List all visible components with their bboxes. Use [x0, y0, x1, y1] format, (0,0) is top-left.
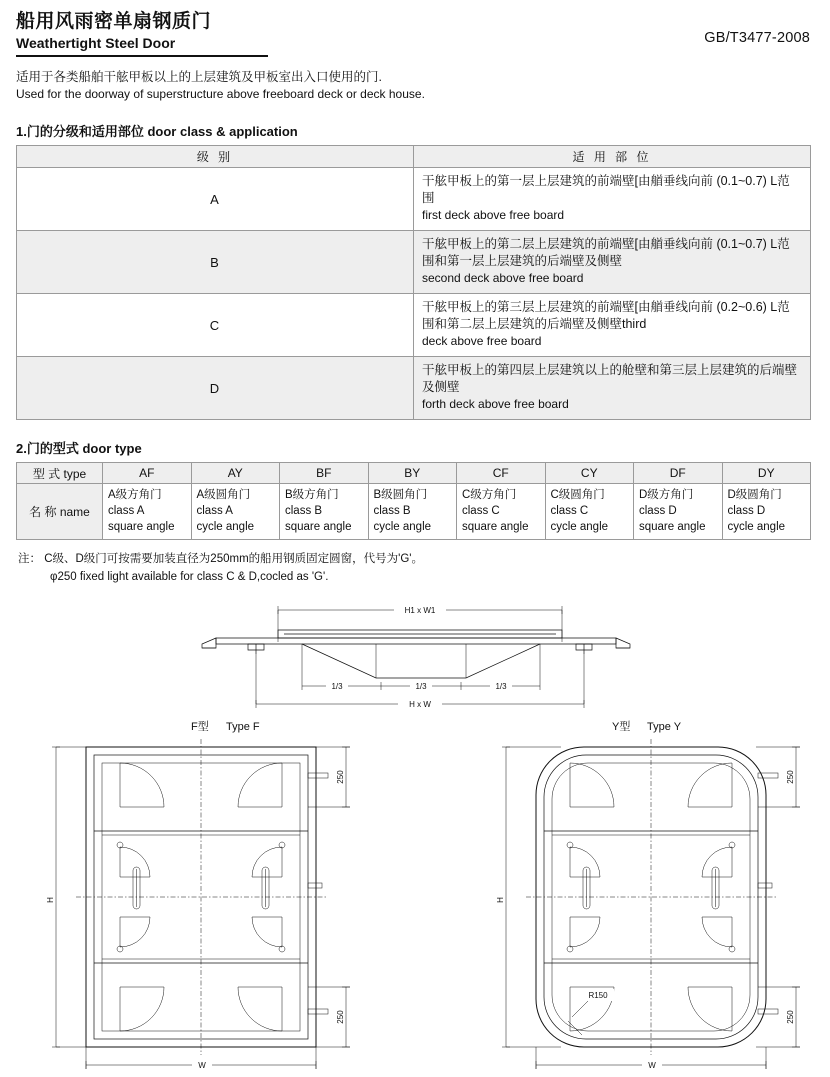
door-class-table	[16, 145, 811, 420]
intro-text-cn: 适用于各类船舶干舷甲板以上的上层建筑及甲板室出入口使用的门.	[16, 70, 382, 84]
cell-class: B	[17, 231, 414, 294]
dim-y-bottom-250: 250	[786, 1010, 795, 1024]
name-en2: cycle angle	[196, 521, 255, 533]
section2-number: 2.	[16, 441, 27, 456]
note-cn: 注： C级、D级门可按需要加装直径为250mm的船用钢质固定圆窗，代号为'G'。	[18, 553, 423, 565]
section1-title-cn: 门的分级和适用部位	[26, 124, 144, 139]
cell-application-cn: 干舷甲板上的第二层上层建筑的前端壁[由艏垂线向前 (0.1~0.7) L范围和第一层上层建筑的后端壁及侧壁	[422, 237, 790, 268]
page-title-cn: 船用风雨密单扇钢质门	[16, 11, 212, 32]
dim-y-width: W	[648, 1061, 656, 1070]
dim-f-top-250: 250	[336, 770, 345, 784]
name-cn: B级方角门	[285, 489, 339, 501]
cell-application-en: first deck above free board	[422, 208, 565, 222]
name-en1: class A	[108, 505, 145, 517]
cell-application-cn: 干舷甲板上的第一层上层建筑的前端壁[由艏垂线向前 (0.1~0.7) L范围	[422, 174, 790, 205]
name-cn: D级圆角门	[727, 489, 782, 501]
type-bf: BF	[280, 463, 369, 484]
drawings-block	[16, 592, 814, 1077]
dim-third-1: 1/3	[331, 682, 343, 691]
name-by	[368, 484, 457, 540]
table-row	[17, 231, 811, 294]
dim-y-top-250: 250	[786, 770, 795, 784]
table-row	[17, 357, 811, 420]
name-en1: class B	[373, 505, 411, 517]
name-en1: class B	[285, 505, 323, 517]
standard-code: GB/T3477-2008	[704, 30, 810, 46]
section2-title-en: door type	[82, 441, 142, 456]
row-label-type: 型 式 type	[17, 463, 103, 484]
dim-h1-w1: H1 x W1	[404, 606, 436, 615]
dim-f-width: W	[198, 1061, 206, 1070]
cell-application-cn: 干舷甲板上的第四层上层建筑以上的舱壁和第三层上层建筑的后端壁及侧壁	[422, 363, 798, 394]
type-ay: AY	[191, 463, 280, 484]
view-f-label-cn: F型	[191, 721, 209, 733]
section2-heading	[16, 438, 814, 457]
cell-application	[414, 294, 811, 357]
name-df	[634, 484, 723, 540]
name-cn: A级圆角门	[196, 489, 251, 501]
page-title-en: Weathertight Steel Door	[16, 35, 176, 51]
name-bf	[280, 484, 369, 540]
name-en2: square angle	[462, 521, 529, 533]
section1-title-en: door class & application	[147, 124, 298, 139]
section-view-drawing	[16, 592, 814, 717]
view-y-label-cn: Y型	[612, 721, 631, 733]
cell-application-cn: 干舷甲板上的第三层上层建筑的前端壁[由艏垂线向前 (0.2~0.6) L范围和第二层上层建筑的后端壁及侧壁third	[422, 300, 790, 331]
section1-number: 1.	[16, 124, 27, 139]
name-en1: class A	[196, 505, 233, 517]
type-dy: DY	[722, 463, 811, 484]
document-header	[16, 0, 814, 57]
cell-application-en: deck above free board	[422, 334, 542, 348]
name-cn: A级方角门	[108, 489, 162, 501]
cell-application	[414, 231, 811, 294]
name-en1: class D	[727, 505, 766, 517]
name-cn: C级圆角门	[550, 489, 605, 501]
name-ay	[191, 484, 280, 540]
view-f-label-en: Type F	[226, 721, 260, 733]
note-en: φ250 fixed light available for class C & D,cocled as 'G'.	[50, 571, 329, 583]
dim-h-w: H x W	[409, 700, 431, 709]
section1-heading	[16, 121, 814, 140]
table-row	[17, 484, 811, 540]
dim-y-radius: R150	[588, 991, 608, 1000]
type-df: DF	[634, 463, 723, 484]
name-cn: C级方角门	[462, 489, 517, 501]
dim-y-height: H	[496, 897, 505, 903]
intro-text-en: Used for the doorway of superstructure above freeboard deck or deck house.	[16, 87, 425, 101]
dim-third-2: 1/3	[415, 682, 427, 691]
name-en2: cycle angle	[550, 521, 609, 533]
name-en2: square angle	[639, 521, 706, 533]
name-cy	[545, 484, 634, 540]
dim-f-height: H	[46, 897, 55, 903]
title-divider	[16, 55, 268, 57]
cell-application-en: second deck above free board	[422, 271, 584, 285]
type-cy: CY	[545, 463, 634, 484]
name-af	[103, 484, 192, 540]
type-by: BY	[368, 463, 457, 484]
title-block	[16, 10, 268, 57]
cell-class: A	[17, 168, 414, 231]
intro-block	[16, 69, 814, 103]
name-en2: cycle angle	[727, 521, 786, 533]
table-row	[17, 294, 811, 357]
cell-application-en: forth deck above free board	[422, 397, 569, 411]
name-cn: D级方角门	[639, 489, 694, 501]
name-cf	[457, 484, 546, 540]
col-application: 适 用 部 位	[414, 146, 811, 168]
cell-application	[414, 168, 811, 231]
name-dy	[722, 484, 811, 540]
table-header-row	[17, 146, 811, 168]
view-y-label-en: Type Y	[647, 721, 682, 733]
name-en1: class C	[550, 505, 589, 517]
cell-application	[414, 357, 811, 420]
name-en2: cycle angle	[373, 521, 432, 533]
table-row	[17, 168, 811, 231]
cell-class: C	[17, 294, 414, 357]
name-en2: square angle	[285, 521, 352, 533]
name-cn: B级圆角门	[373, 489, 428, 501]
name-en1: class C	[462, 505, 500, 517]
row-label-name: 名 称 name	[17, 484, 103, 540]
door-type-table	[16, 462, 811, 540]
name-en2: square angle	[108, 521, 175, 533]
dim-f-bottom-250: 250	[336, 1010, 345, 1024]
name-en1: class D	[639, 505, 677, 517]
section2-title-cn: 门的型式	[26, 441, 79, 456]
type-af: AF	[103, 463, 192, 484]
dim-third-3: 1/3	[495, 682, 507, 691]
elevation-views-drawing	[16, 717, 814, 1077]
type-cf: CF	[457, 463, 546, 484]
cell-class: D	[17, 357, 414, 420]
notes-block	[16, 550, 814, 586]
table-header-row	[17, 463, 811, 484]
col-class: 级 别	[17, 146, 414, 168]
